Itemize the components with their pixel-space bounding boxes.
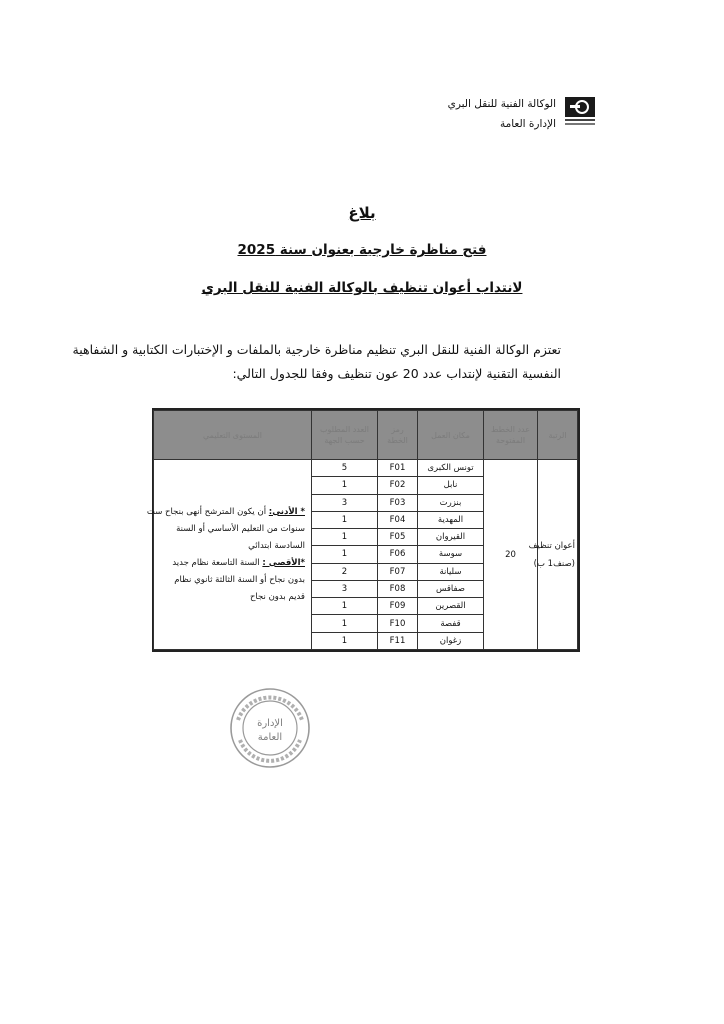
stamp-text-2: العامة bbox=[257, 732, 283, 743]
header-code: رمز الخطة bbox=[378, 411, 418, 460]
region-cell: صفاقس bbox=[418, 580, 484, 597]
count-cell: 1 bbox=[312, 615, 378, 632]
region-cell: القصرين bbox=[418, 598, 484, 615]
min-label: * الأدنى: bbox=[268, 506, 305, 517]
max-text-3: قديم بدون نجاح bbox=[249, 591, 305, 602]
header-count: العدد المطلوب حسب الجهة bbox=[312, 411, 378, 460]
official-stamp-icon bbox=[228, 686, 312, 770]
count-cell: 2 bbox=[312, 563, 378, 580]
stamp-text-1: الإدارة bbox=[257, 718, 283, 729]
total-cell: 20 bbox=[484, 460, 538, 650]
max-text-1: السنة التاسعة نظام جديد bbox=[172, 557, 260, 568]
region-cell: نابل bbox=[418, 477, 484, 494]
code-cell: F04 bbox=[378, 511, 418, 528]
header-total: عدد الخطط المفتوحة bbox=[484, 411, 538, 460]
header-grade: الرتبة bbox=[538, 411, 578, 460]
letterhead bbox=[396, 96, 596, 136]
grade-cell bbox=[528, 460, 578, 650]
region-cell: قفصة bbox=[418, 615, 484, 632]
code-cell: F03 bbox=[378, 494, 418, 511]
code-cell: F11 bbox=[378, 632, 418, 649]
region-cell: المهدية bbox=[418, 511, 484, 528]
min-text-2: سنوات من التعليم الأساسي أو السنة bbox=[176, 523, 305, 534]
code-cell: F02 bbox=[378, 477, 418, 494]
intro-line-2: النفسية التقنية لإنتداب عدد 20 عون تنظيف وفقا للجدول التالي: bbox=[232, 366, 561, 381]
code-cell: F01 bbox=[378, 460, 418, 477]
header-region: مكان العمل bbox=[418, 411, 484, 460]
code-cell: F06 bbox=[378, 546, 418, 563]
grade-class: (صنف1 ب) bbox=[533, 558, 575, 569]
count-cell: 1 bbox=[312, 546, 378, 563]
code-cell: F08 bbox=[378, 580, 418, 597]
count-cell: 1 bbox=[312, 477, 378, 494]
region-cell: بنزرت bbox=[418, 494, 484, 511]
min-text-3: السادسة ابتدائي bbox=[248, 540, 305, 551]
count-cell: 1 bbox=[312, 511, 378, 528]
code-cell: F10 bbox=[378, 615, 418, 632]
org-name: الوكالة الفنية للنقل البري bbox=[447, 98, 556, 110]
table-row bbox=[154, 460, 578, 477]
max-text-2: بدون نجاح أو السنة الثالثة ثانوي نظام bbox=[174, 574, 305, 585]
code-cell: F05 bbox=[378, 529, 418, 546]
agency-logo-icon bbox=[564, 96, 596, 126]
notice-title: بلاغ bbox=[348, 204, 376, 222]
notice-subject: لانتداب أعوان تنظيف بالوكالة الفنية للنقل البري bbox=[201, 280, 523, 296]
count-cell: 5 bbox=[312, 460, 378, 477]
table-header-row bbox=[154, 411, 578, 460]
dept-name: الإدارة العامة bbox=[499, 118, 556, 130]
intro-line-1: تعتزم الوكالة الفنية للنقل البري تنظيم مناظرة خارجية بالملفات و الإختبارات الكتابية و الشفاهية bbox=[72, 342, 561, 357]
level-cell bbox=[146, 460, 312, 650]
count-cell: 1 bbox=[312, 632, 378, 649]
header-level: المستوى التعليمي bbox=[154, 411, 312, 460]
code-cell: F07 bbox=[378, 563, 418, 580]
count-cell: 3 bbox=[312, 580, 378, 597]
count-cell: 1 bbox=[312, 529, 378, 546]
count-cell: 3 bbox=[312, 494, 378, 511]
notice-subtitle: فتح مناظرة خارجية بعنوان سنة 2025 bbox=[237, 242, 487, 258]
count-cell: 1 bbox=[312, 598, 378, 615]
region-cell: سليانة bbox=[418, 563, 484, 580]
code-cell: F09 bbox=[378, 598, 418, 615]
positions-table bbox=[146, 408, 580, 652]
region-cell: سوسة bbox=[418, 546, 484, 563]
region-cell: زغوان bbox=[418, 632, 484, 649]
intro-paragraph bbox=[72, 338, 561, 386]
region-cell: القيروان bbox=[418, 529, 484, 546]
max-label: *الأقصى : bbox=[262, 557, 305, 568]
grade-name: أعوان تنظيف bbox=[528, 540, 575, 551]
min-text-1: أن يكون المترشح أنهى بنجاح ست bbox=[146, 506, 267, 517]
region-cell: تونس الكبرى bbox=[418, 460, 484, 477]
